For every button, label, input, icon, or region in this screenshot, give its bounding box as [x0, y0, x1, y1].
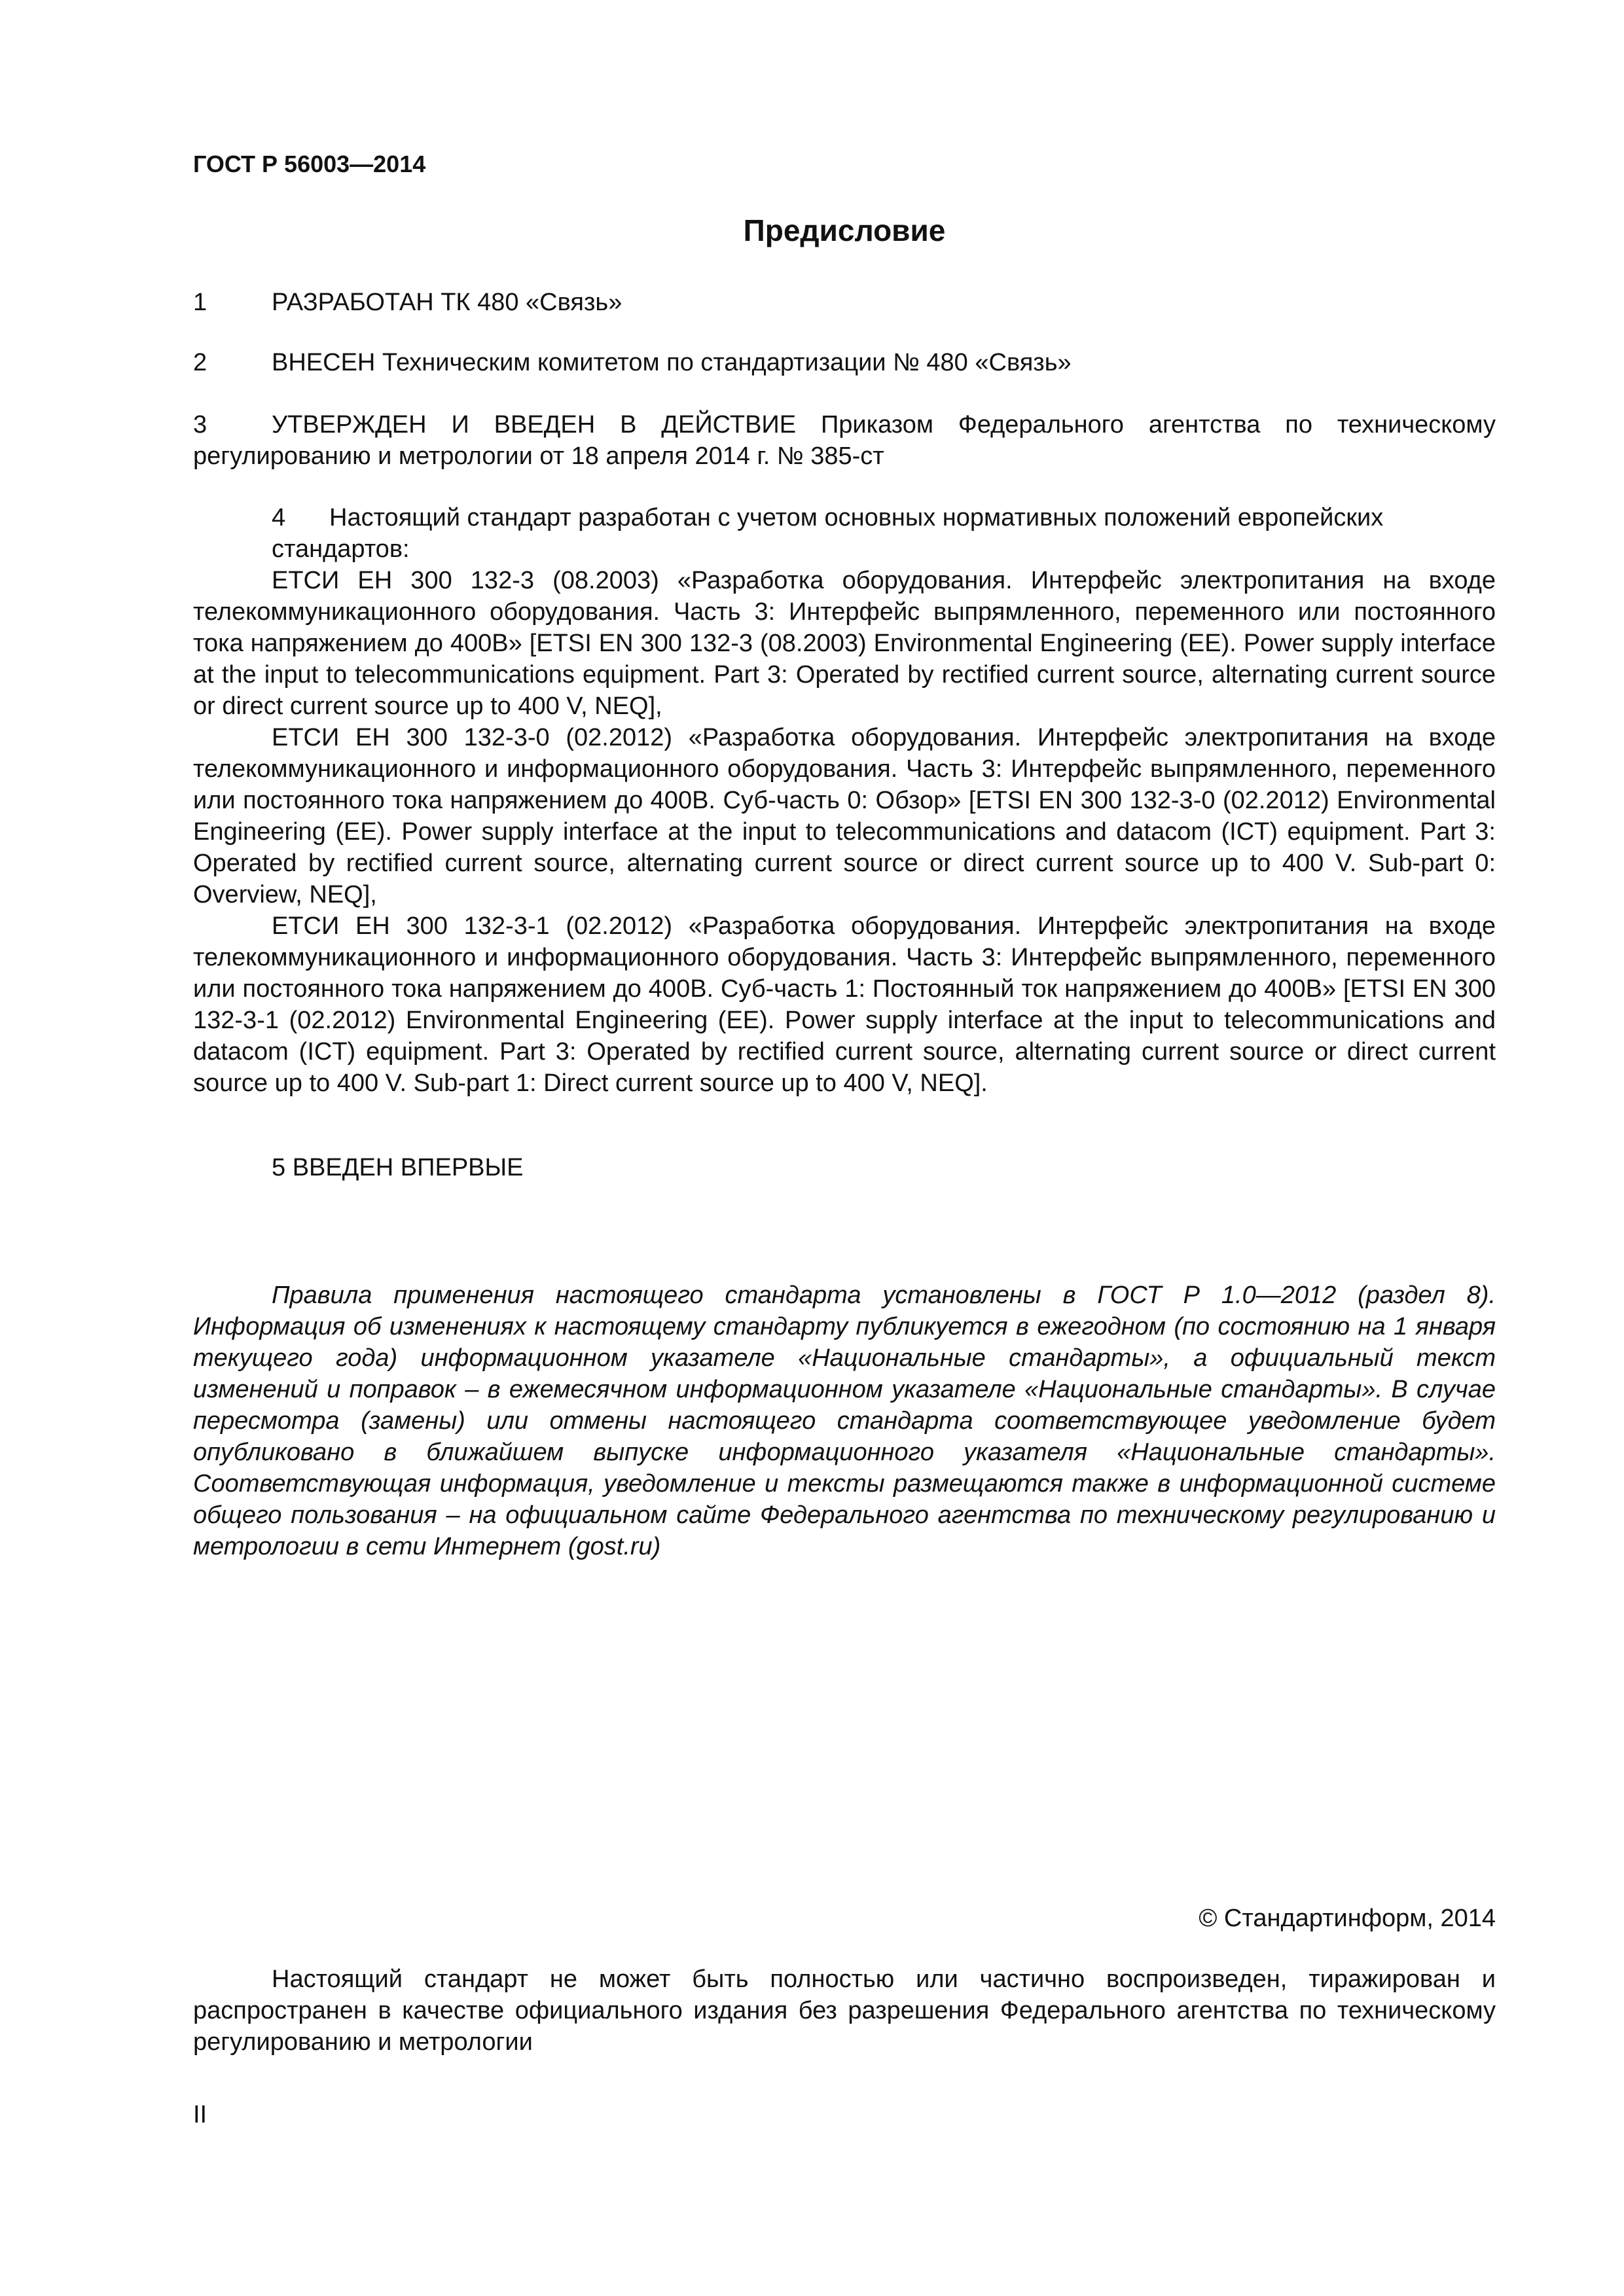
item-4-number: 4 [272, 504, 286, 531]
item-5 [193, 1152, 1496, 1183]
item-4-reference-2: ЕТСИ ЕН 300 132-3-0 (02.2012) «Разработка оборудования. Интерфейс электропитания на входе телекоммуникационного и информационного оборудования. Часть 3: Интерфейс выпрямленного, переменного или постоянного тока напряжением до 400В. Суб-часть 0: Обзор» [ETSI EN 300 132-3-0 (02.2012) Environmental Engineering (EE). Power supply interface at the input to telecommunications and datacom (ICT) equipment. Part 3: Operated by rectified current source, alternating current source or direct current source up to 400 V. Sub-part 0: Overview, NEQ], [193, 724, 1496, 908]
item-5-text: 5 ВВЕДЕН ВПЕРВЫЕ [272, 1154, 524, 1181]
item-4-reference-3: ЕТСИ ЕН 300 132-3-1 (02.2012) «Разработка оборудования. Интерфейс электропитания на входе телекоммуникационного и информационного оборудования. Часть 3: Интерфейс выпрямленного, переменного или постоянного тока напряжением до 400В. Суб-часть 1: Постоянный ток напряжением до 400В» [ETSI EN 300 132-3-1 (02.2012) Environmental Engineering (EE). Power supply interface at the input to telecommunications and datacom (ICT) equipment. Part 3: Operated by rectified current source, alternating current source or direct current source up to 400 V. Sub-part 1: Direct current source up to 400 V, NEQ]. [193, 912, 1496, 1097]
item-3 [193, 409, 1496, 472]
rules-note [193, 1280, 1496, 1562]
item-1-number: 1 [193, 289, 208, 316]
page-title: Предисловие [743, 213, 946, 247]
item-4-reference-1: ЕТСИ ЕН 300 132-3 (08.2003) «Разработка оборудования. Интерфейс электропитания на входе телекоммуникационного оборудования. Часть 3: Интерфейс выпрямленного, переменного или постоянного тока напряжением до 400В» [ETSI EN 300 132-3 (08.2003) Environmental Engineering (EE). Power supply interface at the input to telecommunications equipment. Part 3: Operated by rectified current source, alternating current source or direct current source up to 400 V, NEQ], [193, 567, 1496, 720]
item-3-number: 3 [193, 411, 208, 439]
item-4-intro: Настоящий стандарт разработан с учетом основных нормативных положений европейских стандартов: [272, 504, 1384, 563]
item-1 [193, 287, 1496, 318]
item-4 [193, 502, 1496, 1099]
copyright: © Стандартинформ, 2014 [1199, 1905, 1496, 1932]
item-3-text: УТВЕРЖДЕН И ВВЕДЕН В ДЕЙСТВИЕ Приказом Федерального агентства по техническому регулированию и метрологии от 18 апреля 2014 г. № 385-ст [193, 411, 1496, 470]
item-2-text: ВНЕСЕН Техническим комитетом по стандартизации № 480 «Связь» [272, 349, 1072, 376]
item-2 [193, 347, 1496, 378]
item-1-text: РАЗРАБОТАН ТК 480 «Связь» [272, 289, 623, 316]
reproduction-note [193, 1964, 1496, 2058]
document-code-header: ГОСТ Р 56003—2014 [193, 151, 426, 177]
item-2-number: 2 [193, 349, 208, 376]
reproduction-note-text: Настоящий стандарт не может быть полностью или частично воспроизведен, тиражирован и распространен в качестве официального издания без разрешения Федерального агентства по техническому регулированию и метрологии [193, 1965, 1496, 2056]
rules-note-text: Правила применения настоящего стандарта установлены в ГОСТ Р 1.0—2012 (раздел 8). Информация об изменениях к настоящему стандарту публикуется в ежегодном (по состоянию на 1 января текущего года) информационном указателе «Национальные стандарты», а официальный текст изменений и поправок – в ежемесячном информационном указателе «Национальные стандарты». В случае пересмотра (замены) или отмены настоящего стандарта соответствующее уведомление будет опубликовано в ближайшем выпуске информационного указателя «Национальные стандарты». Соответствующая информация, уведомление и тексты размещаются также в информационной системе общего пользования – на официальном сайте Федерального агентства по техническому регулированию и метрологии в сети Интернет (gost.ru) [193, 1282, 1496, 1560]
page-number: II [193, 2101, 208, 2128]
